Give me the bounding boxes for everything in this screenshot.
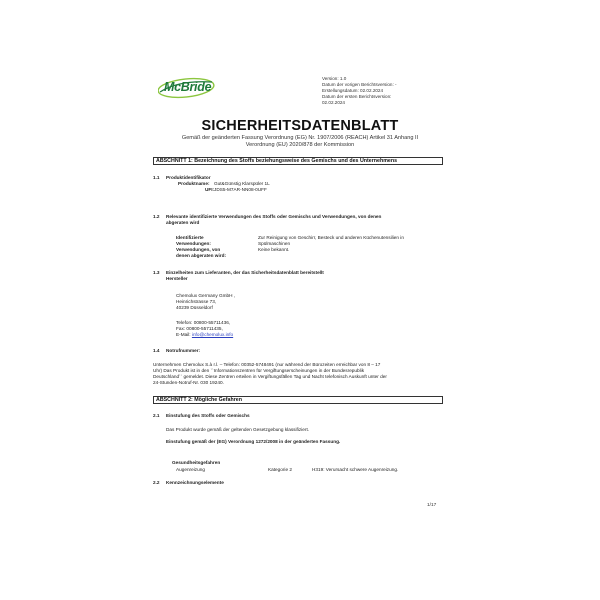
first-version-date: 02.02.2024 [322,100,345,105]
logo-text: McBride [164,80,212,94]
health-hazards-title: Gesundheitsgefahren [172,460,221,465]
section-1-header: ABSCHNITT 1: Bezeichnung des Stoffs beziehungsweise des Gemischs und des Unternehmens [153,157,443,165]
section-1-2-number: 1.2 [153,214,160,219]
product-name-label: Produktname: [178,181,210,186]
emergency-text-line-3: Deutschland`` gemeldet. Diese Zentren erteilen in Vergiftungsfällen Tag und Nacht telefonisch Auskunft unter der [153,374,387,379]
section-2-2-title: Kennzeichnungselemente [166,480,224,485]
version-line: Version: 1.0 [322,76,347,81]
emergency-text-line-2: Uhr) Das Produkt ist in den ``Informationszentren für Vergiftungserscheinungen in der Bundesrepublik [153,368,365,373]
company-fax: Fax: 00800-55711435, [176,326,223,331]
identified-uses-value-2: Spülmaschinen [258,241,291,246]
mcbride-logo [158,76,220,100]
previous-version-line: Datum der vorigen Berichtsversion: - [322,82,397,87]
section-1-3-number: 1.3 [153,270,160,275]
subtitle-line-1: Gemäß der geänderten Fassung Verordnung (EG) Nr. 1907/2006 (REACH) Artikel 31 Anhang II [181,135,419,141]
section-1-1-number: 1.1 [153,175,160,180]
email-label: E-Mail: [176,332,191,337]
emergency-text-line-4: 24-Stunden-Notruf-Nr. 030 19240. [153,380,224,385]
identified-uses-value-1: Zur Reinigung von Geschirr, Besteck und anderen Küchenutensilien in [258,235,404,240]
creation-date-line: Erstellungsdatum: 02.02.2024 [322,88,384,93]
classification-regulation: Einstufung gemäß der (EG) Verordnung 1272/2008 in der geänderten Fassung. [166,439,341,444]
section-2-1-number: 2.1 [153,413,160,418]
company-city: 40239 Düsseldorf [176,305,213,310]
first-version-label: Datum der ersten Berichtsversion: [322,94,392,99]
emergency-text-line-1: Unternehmen Chemolux S.à r.l. – Telefon: 00352-5748491 (nur während der Bürozeiten erreichbar von 8 – 17 [153,362,381,367]
page-number: 1/17 [427,503,437,508]
subtitle-line-2: Verordnung (EU) 2020/878 der Kommission [245,142,355,149]
identified-uses-label-2: Verwendungen: [176,241,211,246]
section-1-4-number: 1.4 [153,348,160,353]
section-1-2-title-line-2: abgeraten wird [166,220,200,225]
document-title: SICHERHEITSDATENBLATT [201,118,399,134]
section-2-2-number: 2.2 [153,480,160,485]
product-name-value: Gut&Günstig Klarspüler 1L [214,181,270,186]
company-street: Heinrichstrasse 73, [176,299,217,304]
identified-uses-label-1: Identifizierte [176,235,204,240]
document-subtitle [150,135,450,150]
advised-against-value: Keine bekannt. [258,247,290,252]
section-1-3-title: Einzelheiten zum Lieferanten, der das Sicherheitsdatenblatt bereitstellt [166,270,324,275]
company-phone: Telefon: 00800-55711436, [176,320,231,325]
hazard-statement: H319: Verursacht schwere Augenreizung. [312,467,399,472]
company-name: Chemolux Germany GmbH , [176,293,236,298]
hazard-name: Augenreizung [176,467,205,472]
section-2-1-title: Einstufung des Stoffs oder Gemischs [166,413,250,418]
manufacturer-label: Hersteller [166,276,188,281]
advised-against-label-1: Verwendungen, von [176,247,221,252]
company-email [176,332,233,338]
email-link[interactable]: info@chemolux.info [191,332,234,337]
version-block [322,76,397,106]
section-1-4-title: Notrufnummer: [166,348,201,353]
section-2-header: ABSCHNITT 2: Mögliche Gefahren [153,396,443,404]
hazard-category: Kategorie 2 [268,467,292,472]
ufi-value: JDS5-M7AR-NN08-0UFF [214,187,267,192]
advised-against-label-2: denen abgeraten wird: [176,253,227,258]
section-1-2-title-line-1: Relevante identifizierte Verwendungen des Stoffs oder Gemischs und Verwendungen, von denen [166,214,382,219]
classification-statement: Das Produkt wurde gemäß der geltenden Gesetzgebung klassifiziert. [166,427,310,432]
ufi-label: UFI: [205,187,215,192]
section-1-1-title: Produktidentifikator [166,175,211,180]
